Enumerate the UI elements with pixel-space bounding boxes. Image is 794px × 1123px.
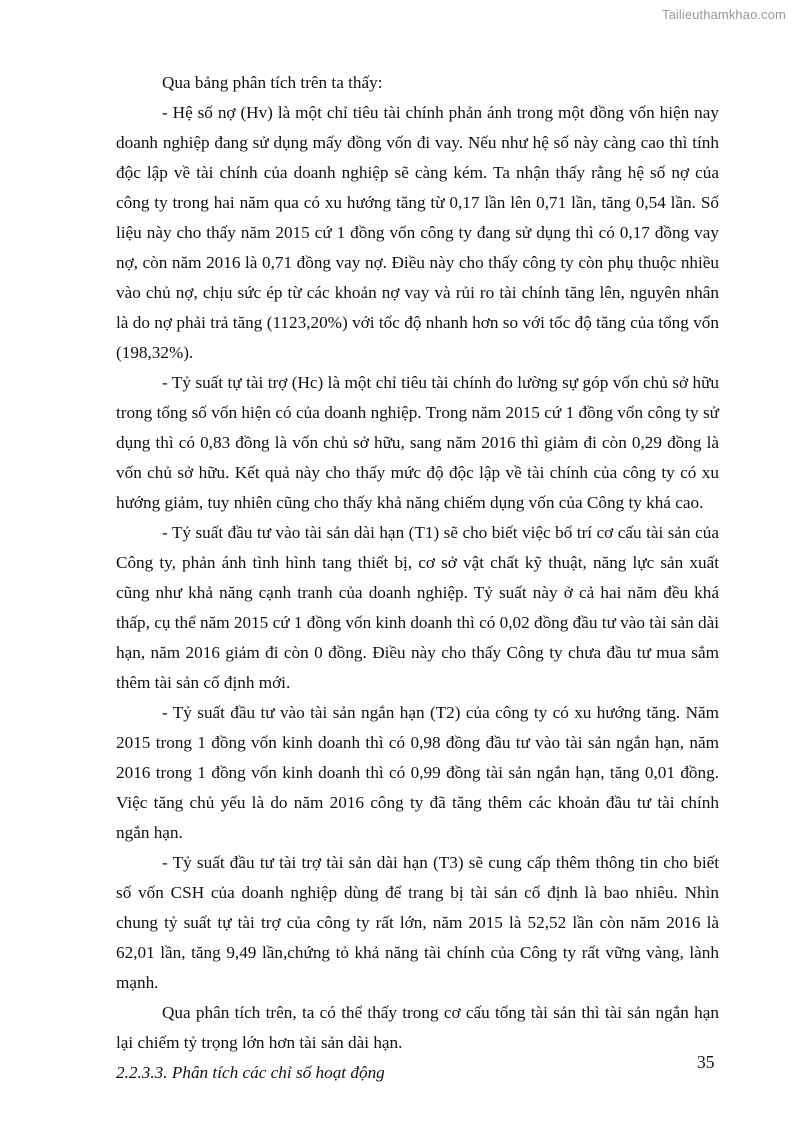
long-term-financing-paragraph: - Tỷ suất đầu tư tài trợ tài sản dài hạn (T3) sẽ cung cấp thêm thông tin cho biết số vốn CSH của doanh nghiệp dùng để trang bị tài sản cố định là bao nhiêu. Nhìn chung tỷ suất tự tài trợ của công ty rất lớn, năm 2015 là 52,52 lần còn năm 2016 là 62,01 lần, tăng 9,49 lần,chứng tỏ khả năng tài chính của Công ty rất vững vàng, lành mạnh. <box>116 853 719 992</box>
watermark-text: Tailieuthamkhao.com <box>661 7 786 22</box>
short-term-investment-paragraph: - Tỷ suất đầu tư vào tài sản ngắn hạn (T2) của công ty có xu hướng tăng. Năm 2015 trong 1 đồng vốn kinh doanh thì có 0,98 đồng đầu tư vào tài sản ngắn hạn, năm 2016 trong 1 đồng vốn kinh doanh thì có 0,99 đồng tài sản ngắn hạn, tăng 0,01 đồng. Việc tăng chủ yếu là do năm 2016 công ty đã tăng thêm các khoản đầu tư tài chính ngắn hạn. <box>116 703 719 842</box>
conclusion-paragraph: Qua phân tích trên, ta có thể thấy trong cơ cấu tổng tài sản thì tài sản ngắn hạn lại chiếm tỷ trọng lớn hơn tài sản dài hạn. <box>116 1003 719 1052</box>
section-heading: 2.2.3.3. Phân tích các chỉ số hoạt động <box>116 1063 385 1082</box>
document-body <box>116 68 719 1088</box>
intro-paragraph: Qua bảng phân tích trên ta thấy: <box>162 73 383 92</box>
page-number: 35 <box>697 1052 715 1072</box>
self-financing-ratio-paragraph: - Tỷ suất tự tài trợ (Hc) là một chỉ tiêu tài chính đo lường sự góp vốn chủ sở hữu trong tổng số vốn hiện có của doanh nghiệp. Trong năm 2015 cứ 1 đồng vốn công ty sử dụng thì có 0,83 đồng là vốn chủ sở hữu, sang năm 2016 thì giảm đi còn 0,29 đồng là vốn chủ sở hữu. Kết quả này cho thấy mức độ độc lập về tài chính của công ty có xu hướng giảm, tuy nhiên cũng cho thấy khả năng chiếm dụng vốn của Công ty khá cao. <box>116 373 719 512</box>
debt-ratio-paragraph: - Hệ số nợ (Hv) là một chỉ tiêu tài chính phản ánh trong một đồng vốn hiện nay doanh nghiệp đang sử dụng mấy đồng vốn đi vay. Nếu như hệ số này càng cao thì tính độc lập về tài chính của doanh nghiệp sẽ càng kém. Ta nhận thấy rằng hệ số nợ của công ty trong hai năm qua có xu hướng tăng từ 0,17 lần lên 0,71 lần, tăng 0,54 lần. Số liệu này cho thấy năm 2015 cứ 1 đồng vốn công ty đang sử dụng thì có 0,17 đồng vay nợ, còn năm 2016 là 0,71 đồng vay nợ. Điều này cho thấy công ty còn phụ thuộc nhiều vào chủ nợ, chịu sức ép từ các khoản nợ vay và rủi ro tài chính tăng lên, nguyên nhân là do nợ phải trả tăng (1123,20%) với tốc độ nhanh hơn so với tốc độ tăng của tổng vốn (198,32%). <box>116 103 719 362</box>
long-term-investment-paragraph: - Tỷ suất đầu tư vào tài sản dài hạn (T1) sẽ cho biết việc bố trí cơ cấu tài sản của Công ty, phản ánh tình hình tang thiết bị, cơ sở vật chất kỹ thuật, năng lực sản xuất cũng như khả năng cạnh tranh của doanh nghiệp. Tỷ suất này ở cả hai năm đều khá thấp, cụ thể năm 2015 cứ 1 đồng vốn kinh doanh thì có 0,02 đồng đầu tư vào tài sản dài hạn, năm 2016 giảm đi còn 0 đồng. Điều này cho thấy Công ty chưa đầu tư mua sắm thêm tài sản cố định mới. <box>116 523 719 692</box>
